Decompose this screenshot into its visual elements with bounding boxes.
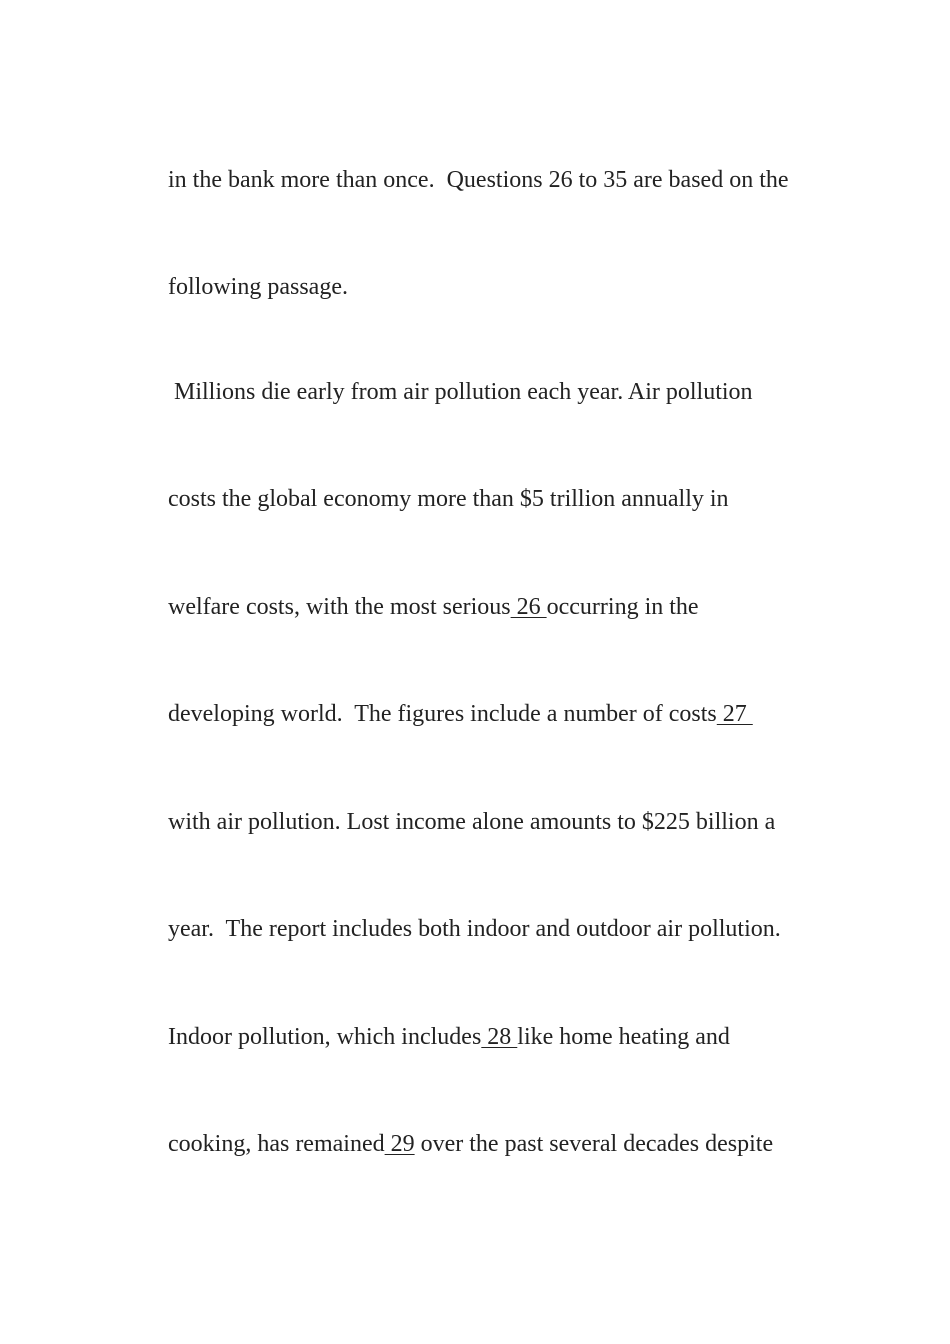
line-text: costs the global economy more than $5 trillion annually in (168, 486, 729, 512)
line-text: developing world. The figures include a number of costs (168, 701, 717, 727)
line-text: Indoor pollution, which includes (168, 1024, 482, 1050)
blank-26: 26 (510, 594, 547, 620)
line-text: welfare costs, with the most serious (168, 594, 511, 620)
line-text: Millions die early from air pollution each year. Air pollution (168, 379, 753, 405)
line-text: with air pollution. Lost income alone amounts to $225 billion a (168, 809, 776, 835)
passage-line-2 (144, 242, 348, 332)
line-text: occurring in the (546, 594, 699, 620)
passage-line-4 (144, 454, 729, 544)
blank-27: 27 (716, 701, 753, 727)
blank-29: 29 (384, 1131, 415, 1157)
passage-line-5 (144, 562, 699, 652)
passage-line-1 (144, 135, 789, 225)
passage-line-9 (144, 992, 730, 1082)
passage-line-3 (144, 347, 753, 437)
line-text: like home heating and (517, 1024, 730, 1050)
line-text: over the past several decades despite (414, 1131, 774, 1157)
line-text: in the bank more than once. Questions 26 to 35 are based on the (168, 167, 789, 193)
line-text: following passage. (168, 274, 348, 300)
passage-line-7 (144, 777, 775, 867)
passage-line-8 (144, 884, 781, 974)
passage-line-6 (144, 669, 753, 759)
line-text: cooking, has remained (168, 1131, 385, 1157)
blank-28: 28 (481, 1024, 518, 1050)
passage-line-10 (144, 1099, 773, 1189)
line-text: year. The report includes both indoor and outdoor air pollution. (168, 916, 781, 942)
